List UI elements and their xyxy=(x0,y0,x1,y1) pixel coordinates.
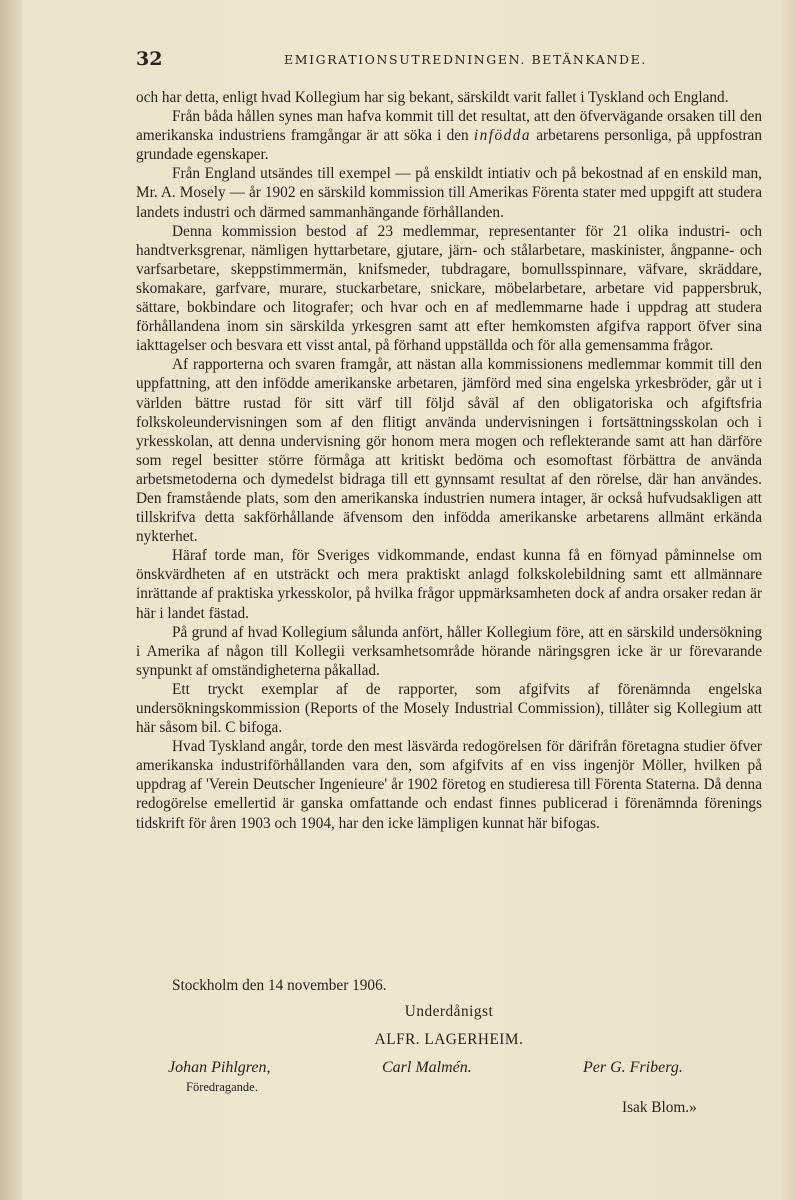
paragraph-7: På grund af hvad Kollegium sålunda anfört, håller Kollegium före, att en särskild undersökning i Amerika af någon till Kollegii verksamhetsområde hörande näringsgren icke är ur förevarande synpunkt af omständigheterna påkallad. xyxy=(136,623,762,679)
running-head: EMIGRATIONSUTREDNINGEN. BETÄNKANDE. xyxy=(284,52,647,67)
paragraph-4: Denna kommission bestod af 23 medlemmar, representanter för 21 olika industri- och handtverksgrenar, nämligen hyttarbetare, gjutare, järn- och stålarbetare, maskinister, ångpanne- och varfsarbetare, skeppstimmermän, knifsmeder, tubdragare, bomullsspinnare, väfvare, skräddare, skomakare, garfvare, murare, stuckarbetare, snickare, möbelarbetare, arbetare vid pappersbruk, sättare, bokbindare och litografer; och hvar och en af medlemmarne hade i uppdrag att studera förhållandena inom sin särskilda yrkesgren samt att efter hemkomsten afgifva rapport öfver sina iakttagelser och besvara ett visst antal, på förhand uppställda och för alla gemensamma frågor. xyxy=(136,222,762,355)
submission-line: Underdånigst xyxy=(404,1003,494,1020)
signature-pihlgren: Johan Pihlgren, xyxy=(168,1059,271,1076)
paragraph-2 xyxy=(136,107,762,164)
chairman-name: ALFR. LAGERHEIM. xyxy=(374,1031,524,1048)
paragraph-9: Hvad Tyskland angår, torde den mest läsvärda redogörelsen för därifrån företagna studier öfver amerikanska industriförhållanden vara den, som afgifvits af en viss ingenjör Möller, hvilken på uppdrag af 'Verein Deutscher Ingenieure' år 1902 företog en studieresa till Förenta Staterna. Då denna redogörelse emellertid är ganska omfattande och endast finnes publicerad i förenämnda förenings tidskrift för åren 1903 och 1904, har den icke lämpligen kunnat här bifogas. xyxy=(136,738,762,832)
signature-friberg: Per G. Friberg. xyxy=(583,1059,683,1076)
place-date: Stockholm den 14 november 1906. xyxy=(172,977,387,994)
page-number: 32 xyxy=(136,48,163,70)
paragraph-8: Ett tryckt exemplar af de rapporter, som afgifvits af förenämnda engelska undersökningskommission (Reports of the Mosely Industrial Commission), tillåter sig Kollegium att här såsom bil. C bifoga. xyxy=(136,680,762,737)
binding-gutter xyxy=(0,0,22,1200)
paragraph-2-start: Från båda hållen synes man hafva kommit till det resultat, att den öfvervägande orsaken till den amerikanska industriens framgångar är att söka i den xyxy=(136,108,762,145)
signature-malmen: Carl Malmén. xyxy=(382,1059,472,1076)
body-text xyxy=(136,88,762,833)
paragraph-5: Af rapporterna och svaren framgår, att nästan alla kommissionens medlemmar kommit till den uppfattning, att den infödde amerikanske arbetaren, jämförd med sina engelska yrkesbröder, går ut i världen bättre rustad för sitt värf till följd såväl af den obligatoriska och afgiftsfria folkskoleundervisningen som af den flitigt använda undervisningen i fortsättningsskolan och i yrkesskolan, att denna undervisning gör honom mera mogen och reflekterande samt att han därföre som regel besitter större förmåga att kritiskt bedöma och esomoftast förbättra de använda arbetsmetoderna och dymedelst bidraga till ett gynnsamt resultat af den rörelse, där han användes. Den framstående plats, som den amerikanska industrien numera intager, är också hufvudsakligen att tillskrifva detta sakförhållande äfvensom den infödda amerikanske arbetarens allmänt erkända nykterhet. xyxy=(136,356,762,546)
paragraph-1: och har detta, enligt hvad Kollegium har sig bekant, särskildt varit fallet i Tyskland och England. xyxy=(136,89,729,106)
signature-role: Föredragande. xyxy=(186,1080,258,1094)
paragraph-6: Häraf torde man, för Sveriges vidkommande, endast kunna få en förnyad påminnelse om önskvärdheten af en utsträckt och mera praktiskt anlagd folkskolebildning samt ett allmännare inrättande af praktiska yrkesskolor, på hvilka frågor uppmärksamheten dock af andra orsaker redan är här i landet fästad. xyxy=(136,547,762,622)
paragraph-2-end: arbetarens personliga, på uppfostran grundade egenskaper. xyxy=(136,127,762,164)
signature-blom: Isak Blom.» xyxy=(622,1099,697,1116)
paragraph-3: Från England utsändes till exempel — på enskildt intiativ och på bekostnad af en enskild man, Mr. A. Mosely — år 1902 en särskild kommission till Amerikas Förenta stater med uppgift att studera landets industri och därmed sammanhängande förhållanden. xyxy=(136,165,762,221)
emphasized-word: infödda xyxy=(473,127,532,145)
page-header xyxy=(136,48,762,72)
